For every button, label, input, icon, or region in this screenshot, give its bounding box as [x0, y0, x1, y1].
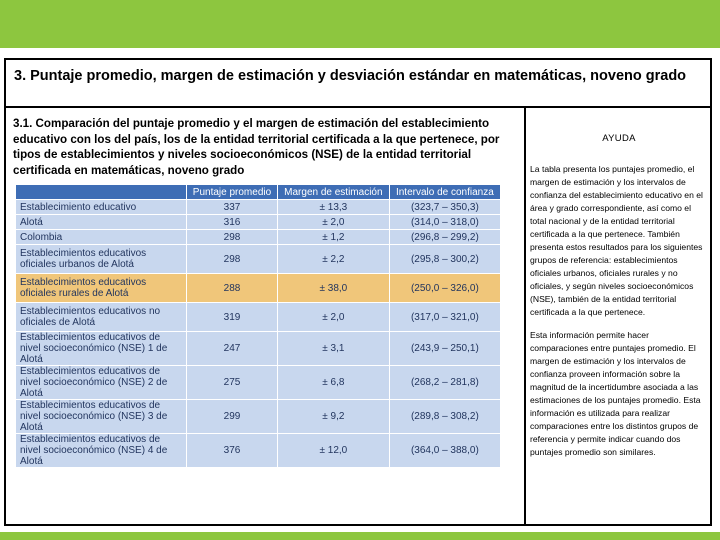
table-row [16, 200, 501, 215]
help-paragraph: Esta información permite hacer comparaciones entre puntajes promedio. El margen de estimación y los intervalos de confianza proveen información sobre la magnitud de la incertidumbre asociada a las estimaciones de los puntajes promedio. Esta información es utilizada para realizar comparaciones entre los distintos grupos de referencia y permite indicar cuando dos puntajes promedio son similares. [530, 330, 701, 457]
row-score: 337 [187, 200, 278, 215]
table-row [16, 400, 501, 434]
row-score: 299 [187, 400, 278, 434]
row-interval: (250,0 – 326,0) [389, 274, 500, 303]
row-score: 298 [187, 245, 278, 274]
row-group-name: Establecimiento educativo [16, 200, 187, 215]
row-score: 247 [187, 332, 278, 366]
help-paragraph: La tabla presenta los puntajes promedio, el margen de estimación y los intervalos de confianza del establecimiento educativo en el área y grado correspondiente, así como el total nacional y de la entidad territorial certificada a la que pertenece. También presenta estos resultados para los siguientes grupos de referencia: establecimientos oficiales urbanos, oficiales rurales y no oficiales, y según niveles socioeconómicos (NSE), también de la entidad territorial certificada a la que pertenece. [530, 164, 703, 317]
row-margin: ± 6,8 [277, 366, 389, 400]
row-interval: (243,9 – 250,1) [389, 332, 500, 366]
row-margin: ± 2,2 [277, 245, 389, 274]
bottom-accent-bar [0, 532, 720, 540]
row-score: 275 [187, 366, 278, 400]
section-title: 3. Puntaje promedio, margen de estimación y desviación estándar en matemáticas, noveno grado [6, 60, 710, 108]
table-row [16, 366, 501, 400]
content-frame [4, 58, 712, 526]
row-margin: ± 2,0 [277, 303, 389, 332]
row-margin: ± 38,0 [277, 274, 389, 303]
row-group-name: Colombia [16, 230, 187, 245]
row-interval: (295,8 – 300,2) [389, 245, 500, 274]
row-margin: ± 9,2 [277, 400, 389, 434]
row-margin: ± 2,0 [277, 215, 389, 230]
row-group-name: Establecimientos educativos de nivel socioeconómico (NSE) 2 de Alotá [16, 366, 187, 400]
row-interval: (314,0 – 318,0) [389, 215, 500, 230]
top-accent-bar [0, 0, 720, 48]
header-group [16, 185, 187, 200]
row-interval: (364,0 – 388,0) [389, 434, 500, 468]
header-margin: Margen de estimación [277, 185, 389, 200]
results-table [15, 184, 501, 468]
column-divider [524, 108, 526, 524]
table-row-highlighted [16, 274, 501, 303]
row-margin: ± 1,2 [277, 230, 389, 245]
comparison-section [13, 116, 513, 468]
row-interval: (323,7 – 350,3) [389, 200, 500, 215]
row-interval: (289,8 – 308,2) [389, 400, 500, 434]
row-interval: (317,0 – 321,0) [389, 303, 500, 332]
row-score: 298 [187, 230, 278, 245]
subsection-title: 3.1. Comparación del puntaje promedio y el margen de estimación del establecimiento educativo con los del país, los de la entidad territorial certificada a la que pertenece, por tipos de establecimientos y niveles socioeconómicos (NSE) de la entidad territorial certificada en matemáticas, noveno grado [13, 117, 500, 177]
help-title: AYUDA [602, 133, 636, 144]
help-panel [530, 116, 708, 469]
row-margin: ± 3,1 [277, 332, 389, 366]
row-group-name: Establecimientos educativos de nivel socioeconómico (NSE) 3 de Alotá [16, 400, 187, 434]
row-score: 316 [187, 215, 278, 230]
row-group-name: Establecimientos educativos de nivel socioeconómico (NSE) 1 de Alotá [16, 332, 187, 366]
table-row [16, 434, 501, 468]
row-interval: (268,2 – 281,8) [389, 366, 500, 400]
row-score: 288 [187, 274, 278, 303]
table-header-row [16, 185, 501, 200]
header-interval: Intervalo de confianza [389, 185, 500, 200]
row-group-name: Establecimientos educativos oficiales rurales de Alotá [16, 274, 187, 303]
row-group-name: Establecimientos educativos de nivel socioeconómico (NSE) 4 de Alotá [16, 434, 187, 468]
row-score: 319 [187, 303, 278, 332]
row-score: 376 [187, 434, 278, 468]
row-group-name: Alotá [16, 215, 187, 230]
row-group-name: Establecimientos educativos no oficiales de Alotá [16, 303, 187, 332]
table-row [16, 215, 501, 230]
table-row [16, 332, 501, 366]
table-row [16, 303, 501, 332]
table-row [16, 230, 501, 245]
header-score: Puntaje promedio [187, 185, 278, 200]
row-group-name: Establecimientos educativos oficiales urbanos de Alotá [16, 245, 187, 274]
row-interval: (296,8 – 299,2) [389, 230, 500, 245]
table-row [16, 245, 501, 274]
row-margin: ± 13,3 [277, 200, 389, 215]
row-margin: ± 12,0 [277, 434, 389, 468]
